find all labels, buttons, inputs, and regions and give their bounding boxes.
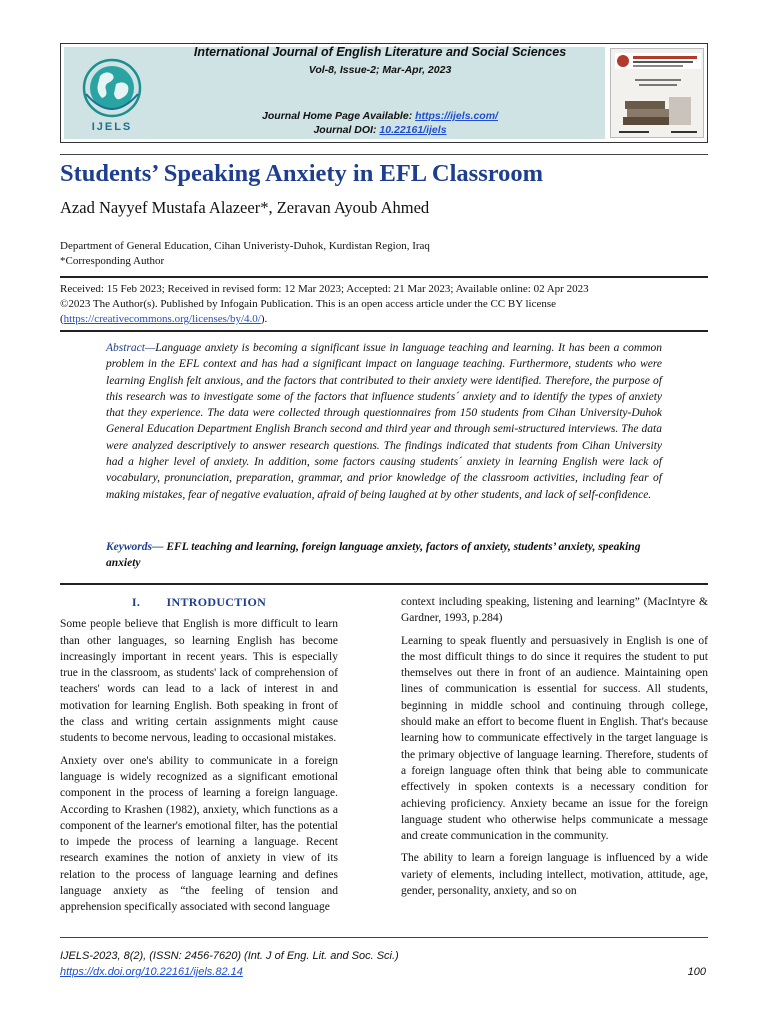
footer-citation: IJELS-2023, 8(2), (ISSN: 2456-7620) (Int. J of Eng. Lit. and Soc. Sci.) [60, 950, 399, 962]
journal-cover-image [610, 48, 704, 138]
logo-text: IJELS [91, 121, 133, 133]
body-column-right [401, 594, 708, 905]
homepage-label: Journal Home Page Available: [262, 110, 416, 122]
journal-doi [160, 124, 600, 136]
paper-title: Students’ Speaking Anxiety in EFL Classroom [60, 160, 544, 187]
body-paragraph: Learning to speak fluently and persuasively in English is one of the most difficult things to do since it requires the student to put themselves out there in front of an audience. Maintaining open lines of communication is essential for success. All students, beginning in middle school and continuing through college, should make an effort to become fluent in English. That's because learning how to communicate effectively in the target language is the primary objective of language learning. Therefore, students of a foreign language often think that being able to communicate effectively in spoken contexts is a necessary condition for achieving proficiency. Anxiety became an issue for the foreign language student who otherwise helps communicate a message and create communication in the community. [401, 634, 708, 843]
footer-divider [60, 937, 708, 938]
homepage-link[interactable]: https://ijels.com/ [415, 110, 498, 122]
globe-icon [72, 54, 152, 134]
abstract-divider [60, 583, 708, 585]
abstract [106, 340, 662, 503]
header-divider [60, 154, 708, 155]
body-paragraph: Some people believe that English is more difficult to learn than other languages, so learning English has become increasingly important in recent years. This is especially true in the classroom, as students' lack of comprehension of teachers' words can lead to a lack of interest in and motivation for learning English. Both speaking in front of the class and writing certain assignments might cause students to become nervous, leading to occasional mistakes. [60, 618, 338, 745]
page-number: 100 [687, 966, 706, 978]
journal-doi-link[interactable]: 10.22161/ijels [379, 124, 447, 136]
dates-divider-top [60, 276, 708, 278]
journal-name: International Journal of English Literature and Social Sciences [193, 45, 567, 59]
license-link[interactable]: https://creativecommons.org/licenses/by/4.0/ [63, 313, 261, 325]
license-close-paren: ). [260, 313, 268, 325]
body-paragraph: Anxiety over one's ability to communicate in a foreign language is widely recognized as a significant emotional component in the process of learning a foreign language. According to Krashen (1982), anxiety, which functions as a component of the learner's emotional filter, has the potential to impede the process of learning a language. Recent research examines the notion of anxiety in view of its relation to the process of language learning and defines language anxiety as “the feeling of tension and apprehension specifically associated with second language [60, 754, 338, 914]
keywords-label: Keywords— [106, 541, 167, 553]
license-link-line [60, 311, 267, 327]
body-paragraph: context including speaking, listening and learning” (MacIntyre & Gardner, 1993, p.284) [401, 596, 708, 625]
corresponding-author: *Corresponding Author [60, 255, 165, 267]
author-affiliation: Department of General Education, Cihan Univeristy-Duhok, Kurdistan Region, Iraq [60, 240, 430, 252]
section-heading-introduction: I. INTRODUCTION [131, 595, 267, 609]
footer-doi [60, 966, 708, 978]
footer-doi-link[interactable]: https://dx.doi.org/10.22161/ijels.82.14 [60, 966, 243, 978]
keywords [106, 539, 662, 572]
journal-homepage [160, 110, 600, 122]
abstract-text: Language anxiety is becoming a significant issue in language teaching and learning. It has been a common problem in the EFL context and has had a significant impact on language teaching. Furthermore, students who were learning English felt anxious, and the factors that contributed to their anxiety were identified. Therefore, the purpose of this research was to investigate some of the factors that influence students´ anxiety and to identify the types of anxiety that they experience. The data were collected through questionnaires from 150 students from Cihan University-Duhok General Education Department English Branch second and third year and through semi-structured interviews. The data were analyzed descriptively to answer research questions. The findings indicated that students from Cihan University had a higher level of anxiety. In addition, some factors causing students´ anxiety in learning English were lack of vocabulary, pronunciation, preparation, grammar, and prior knowledge of the classroom activities, including fear of making mistakes, fear of negative evaluation, afraid of being laughed at by other students, and lack of self-confidence. [106, 342, 662, 501]
paper-authors: Azad Nayyef Mustafa Alazeer*, Zeravan Ayoub Ahmed [60, 198, 430, 217]
dates-divider-bottom [60, 330, 708, 332]
keywords-text: EFL teaching and learning, foreign language anxiety, factors of anxiety, students’ anxiety, speaking anxiety [106, 541, 641, 570]
body-column-left [60, 594, 338, 922]
body-paragraph: The ability to learn a foreign language is influenced by a wide variety of elements, including intellect, motivation, attitude, age, gender, personality, anxiety, and so on [401, 852, 708, 898]
license-open-paren: ( [60, 313, 64, 325]
abstract-label: Abstract— [106, 342, 156, 354]
article-dates: Received: 15 Feb 2023; Received in revised form: 12 Mar 2023; Accepted: 21 Mar 2023; Available online: 02 Apr 2023 [60, 283, 589, 295]
license-statement: ©2023 The Author(s). Published by Infogain Publication. This is an open access article under the CC BY license [60, 298, 557, 310]
doi-label: Journal DOI: [313, 124, 380, 136]
journal-issue: Vol-8, Issue-2; Mar-Apr, 2023 [308, 64, 452, 76]
